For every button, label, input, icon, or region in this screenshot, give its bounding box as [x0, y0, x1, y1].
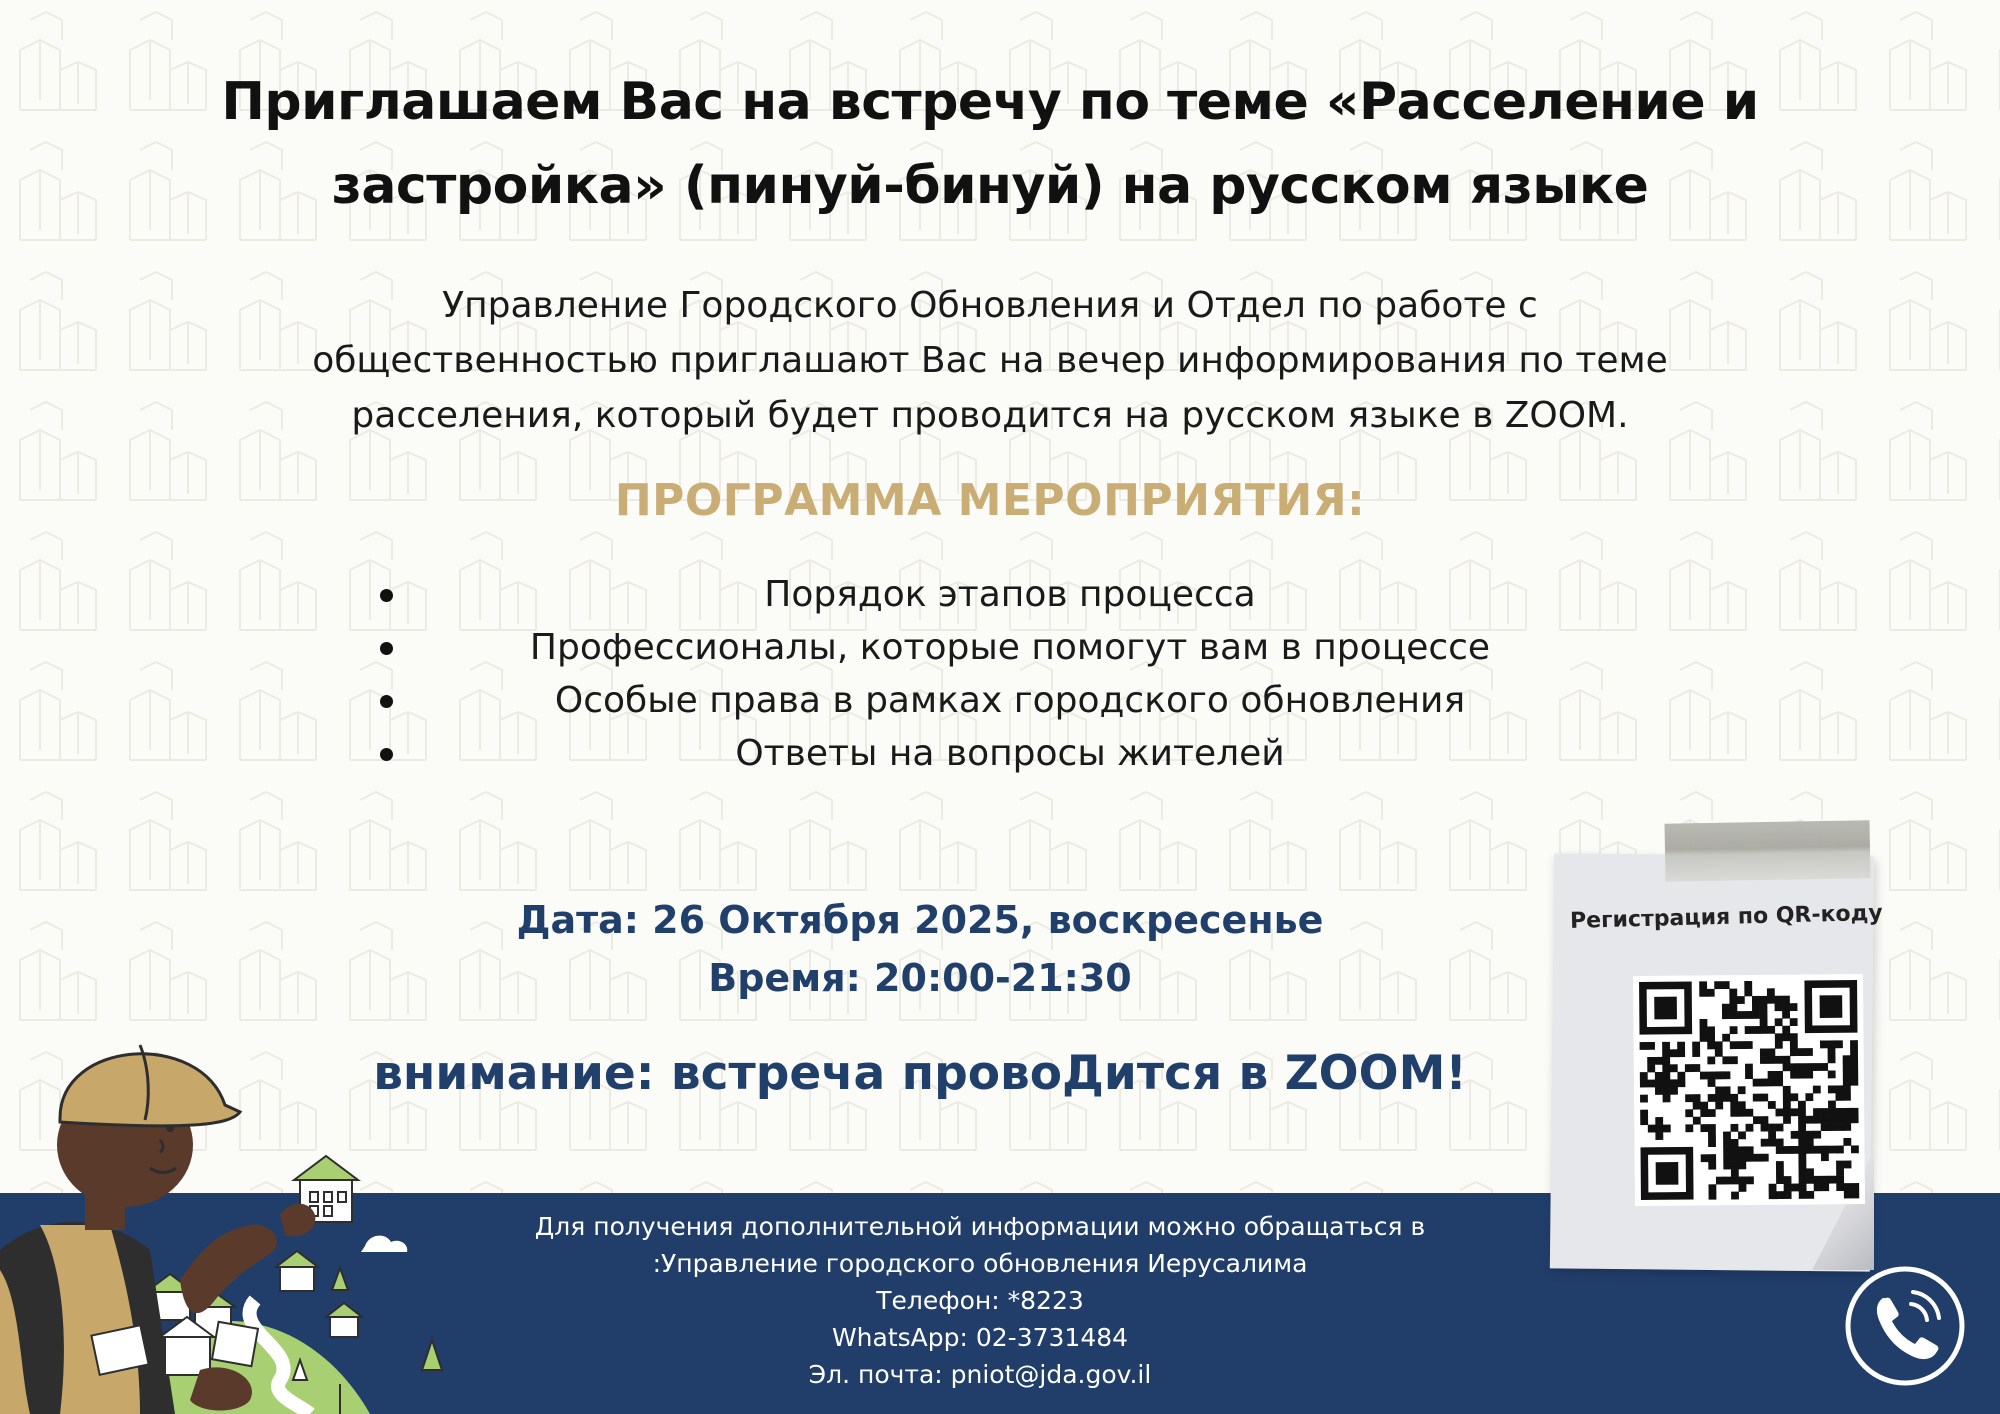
zoom-notice: внимание: встреча провоДится в ZOOM!: [373, 1046, 1467, 1101]
qr-code[interactable]: [1633, 974, 1865, 1206]
program-heading: ПРОГРАММА МЕРОПРИЯТИЯ:: [614, 475, 1366, 526]
title-line-1: Приглашаем Вас на встречу по теме «Расселение и: [221, 72, 1759, 132]
contact-whatsapp[interactable]: WhatsApp: 02-3731484: [831, 1323, 1129, 1352]
agenda-item: [380, 674, 1580, 727]
agenda-item: [380, 727, 1580, 780]
title-line-2: застройка» (пинуй-бинуй) на русском языке: [331, 156, 1649, 216]
agenda-item-text: Особые права в рамках городского обновления: [554, 680, 1466, 721]
agenda-list: [380, 568, 1580, 780]
qr-code-image: [1633, 974, 1865, 1206]
agenda-item: [380, 621, 1580, 674]
contact-email[interactable]: Эл. почта: pniot@jda.gov.il: [808, 1360, 1152, 1389]
intro-line-2: общественностью приглашают Вас на вечер информирования по теме: [312, 340, 1668, 381]
qr-caption: Регистрация по QR-коду: [1569, 900, 1884, 934]
tape-strip: [1665, 820, 1871, 882]
agenda-item-text: Ответы на вопросы жителей: [735, 733, 1285, 774]
event-time: Время: 20:00-21:30: [708, 956, 1132, 1000]
contact-phone[interactable]: Телефон: *8223: [876, 1286, 1084, 1315]
agenda-item: [380, 568, 1580, 621]
bullet-icon: [380, 642, 393, 655]
intro-paragraph: [240, 278, 1740, 443]
intro-line-1: Управление Городского Обновления и Отдел по работе с: [442, 285, 1538, 326]
intro-line-3: расселения, который будет проводится на русском языке в ZOOM.: [351, 395, 1629, 436]
agenda-item-text: Порядок этапов процесса: [764, 574, 1256, 615]
agenda-item-text: Профессионалы, которые помогут вам в процессе: [529, 627, 1491, 668]
bullet-icon: [380, 695, 393, 708]
contact-line-1: Для получения дополнительной информации можно обращаться в: [534, 1212, 1426, 1241]
page-title: [140, 60, 1840, 228]
contact-info: [480, 1208, 1480, 1393]
event-date: Дата: 26 Октября 2025, воскресенье: [516, 898, 1324, 942]
contact-line-2: :Управление городского обновления Иерусалима: [652, 1249, 1308, 1278]
phone-call-icon[interactable]: [1843, 1264, 1967, 1388]
bullet-icon: [380, 589, 393, 602]
worker-with-houses-illustration: [0, 1000, 460, 1414]
bullet-icon: [380, 748, 393, 761]
